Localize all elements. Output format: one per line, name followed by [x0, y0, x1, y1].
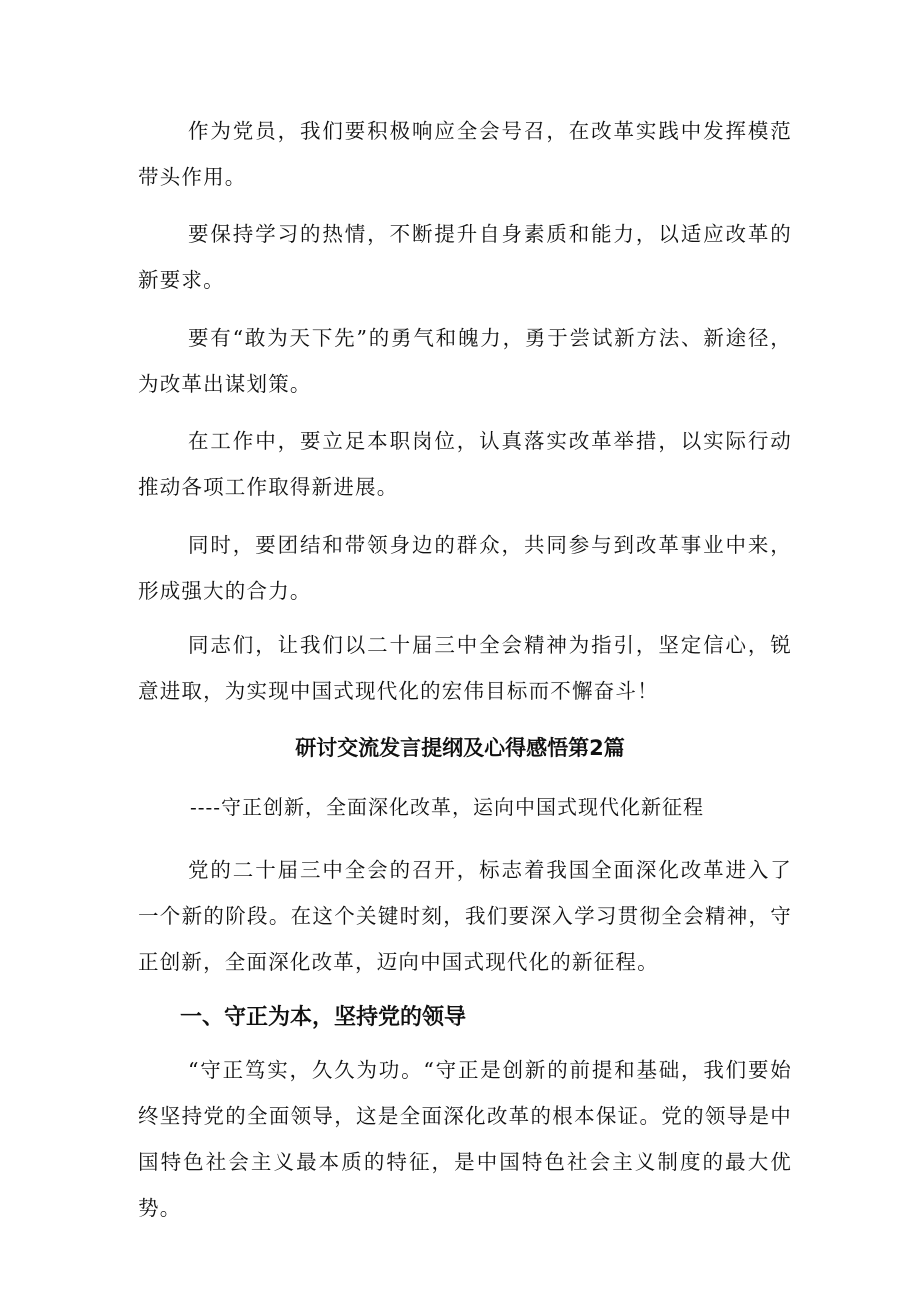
paragraph: 同志们，让我们以二十届三中全会精神为指引，坚定信心，锐意进取，为实现中国式现代化的宏伟目标而不懈奋斗！ [138, 633, 792, 703]
paragraph: 在工作中，要立足本职岗位，认真落实改革举措，以实际行动推动各项工作取得新进展。 [138, 429, 792, 499]
paragraph: 要有“敢为天下先”的勇气和魄力，勇于尝试新方法、新途径，为改革出谋划策。 [138, 326, 792, 396]
section-title: 研讨交流发言提纲及心得感悟第2篇 [295, 736, 625, 760]
section-subtitle: ----守正创新，全面深化改革，运向中国式现代化新征程 [190, 795, 705, 819]
paragraph: 同时，要团结和带领身边的群众，共同参与到改革事业中来，形成强大的合力。 [138, 533, 792, 603]
intro-paragraph: 党的二十届三中全会的召开，标志着我国全面深化改革进入了一个新的阶段。在这个关键时刻，我们要深入学习贯彻全会精神，守正创新，全面深化改革，迈向中国式现代化的新征程。 [138, 858, 792, 974]
heading-1-paragraph: “守正笃实，久久为功。“守正是创新的前提和基础，我们要始终坚持党的全面领导，这是全面深化改革的根本保证。党的领导是中国特色社会主义最本质的特征，是中国特色社会主义制度的最大优势。 [138, 1058, 792, 1220]
paragraph: 作为党员，我们要积极响应全会号召，在改革实践中发挥模范带头作用。 [138, 119, 792, 189]
heading-1: 一、守正为本，坚持党的领导 [180, 1005, 467, 1030]
paragraph: 要保持学习的热情，不断提升自身素质和能力，以适应改革的新要求。 [138, 222, 792, 292]
